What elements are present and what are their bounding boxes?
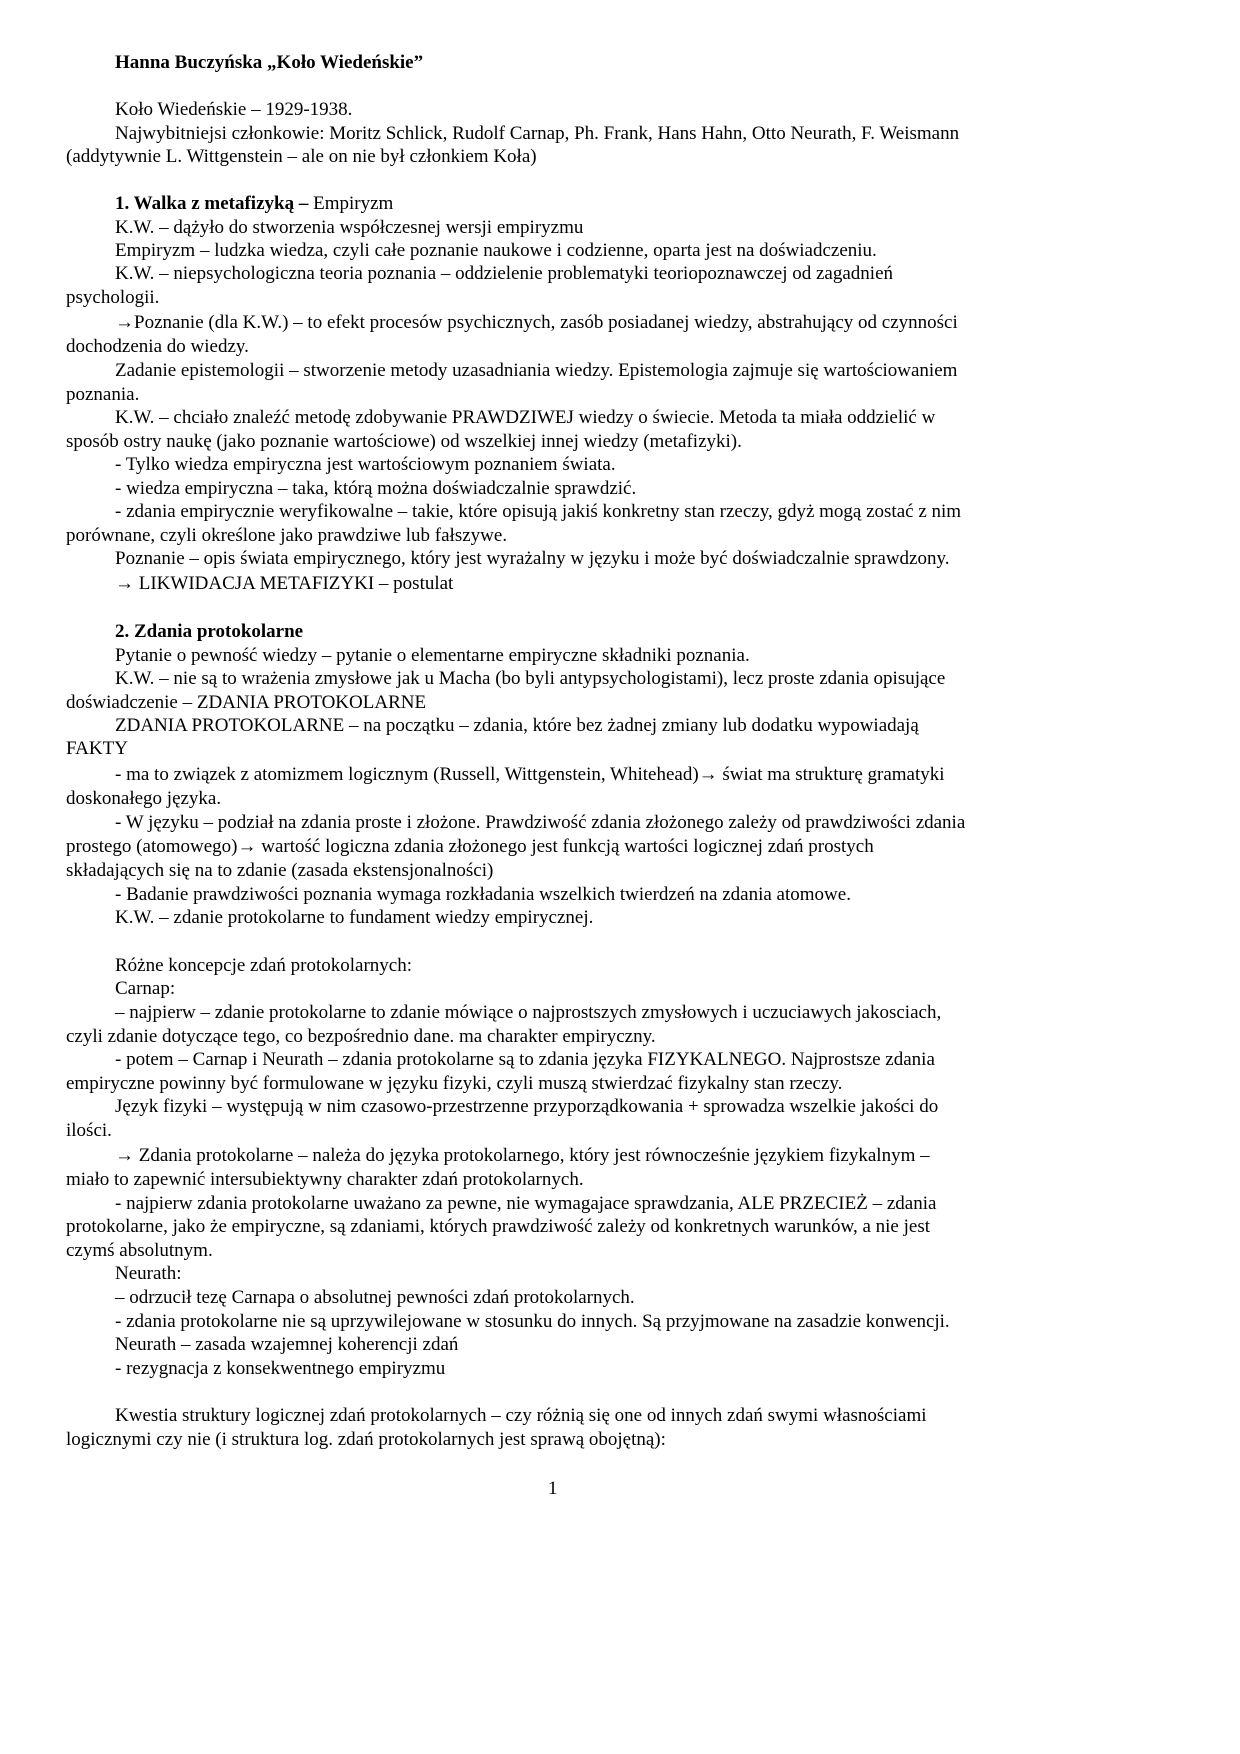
text-line	[115, 1333, 458, 1357]
line-text: → Zdania protokolarne – należa do języka protokolarnego, który jest równocześnie językiem fizykalnym –	[115, 1145, 930, 1166]
line-text: - Badanie prawdziwości poznania wymaga rozkładania wszelkich twierdzeń na zdania atomowe.	[115, 884, 851, 905]
text-line	[115, 406, 935, 430]
text-line	[66, 286, 159, 310]
line-text: czymś absolutnym.	[66, 1240, 213, 1261]
text-line	[115, 572, 453, 596]
line-text: Carnap:	[115, 978, 176, 999]
text-line	[115, 906, 593, 930]
text-line	[115, 1286, 635, 1310]
heading-line	[115, 51, 423, 75]
line-text: protokolarne, jako że empiryczne, są zdaniami, których prawdziwość zależy od konkretnych warunków, a nie jest	[66, 1216, 930, 1237]
line-text: Język fizyki – występują w nim czasowo-przestrzenne przyporządkowania + sprowadza wszelkie jakości do	[115, 1096, 939, 1117]
text-line	[115, 954, 412, 978]
line-text: 1. Walka z metafizyką –	[115, 193, 314, 214]
line-text: poznania.	[66, 384, 140, 405]
text-line	[115, 1001, 941, 1025]
line-text: dochodzenia do wiedzy.	[66, 336, 249, 357]
heading-line	[115, 192, 393, 216]
text-line	[66, 430, 742, 454]
line-text: Pytanie o pewność wiedzy – pytanie o elementarne empiryczne składniki poznania.	[115, 645, 750, 666]
line-text: 2. Zdania protokolarne	[115, 621, 304, 642]
text-line	[66, 1168, 584, 1192]
line-text: psychologii.	[66, 287, 160, 308]
line-text: Kwestia struktury logicznej zdań protokolarnych – czy różnią się one od innych zdań swymi własnościami	[115, 1405, 927, 1426]
heading-line	[115, 620, 303, 644]
line-text: Różne koncepcje zdań protokolarnych:	[115, 955, 413, 976]
text-line	[115, 122, 959, 146]
text-line	[66, 1072, 842, 1096]
line-text: sposób ostry naukę (jako poznanie wartościowe) od wszelkiej innej wiedzy (metafizyki).	[66, 431, 742, 452]
line-text: Koło Wiedeńskie – 1929-1938.	[115, 99, 353, 120]
text-line	[66, 787, 221, 811]
line-text: Neurath – zasada wzajemnej koherencji zdań	[115, 1334, 459, 1355]
text-line	[66, 835, 874, 859]
text-line	[115, 1357, 445, 1381]
line-text: - wiedza empiryczna – taka, którą można doświadczalnie sprawdzić.	[115, 478, 637, 499]
line-text: logicznymi czy nie (i struktura log. zdań protokolarnych jest sprawą obojętną):	[66, 1429, 666, 1450]
line-text: ilości.	[66, 1120, 112, 1141]
text-line	[115, 811, 965, 835]
text-line	[115, 1144, 930, 1168]
text-line	[115, 1048, 935, 1072]
text-line	[115, 453, 616, 477]
line-text: - potem – Carnap i Neurath – zdania protokolarne są to zdania języka FIZYKALNEGO. Najprostsze zdania	[115, 1049, 935, 1070]
text-line	[115, 644, 750, 668]
text-line	[115, 477, 636, 501]
line-text: FAKTY	[66, 738, 128, 759]
text-line	[66, 335, 249, 359]
line-text: - W języku – podział na zdania proste i złożone. Prawdziwość zdania złożonego zależy od prawdziwości zdania	[115, 812, 966, 833]
line-text: → LIKWIDACJA METAFIZYKI – postulat	[115, 573, 454, 594]
line-text: - rezygnacja z konsekwentnego empiryzmu	[115, 1358, 446, 1379]
text-line	[66, 145, 537, 169]
text-line	[66, 1428, 666, 1452]
text-line	[115, 1192, 936, 1216]
line-text: →Poznanie (dla K.W.) – to efekt procesów psychicznych, zasób posiadanej wiedzy, abstrahujący od czynności	[115, 312, 958, 333]
text-line	[66, 859, 493, 883]
line-text-suffix: Empiryzm	[313, 193, 394, 214]
line-text: - zdania empirycznie weryfikowalne – takie, które opisują jakiś konkretny stan rzeczy, gdyż mogą zostać z nim	[115, 501, 962, 522]
line-text: Poznanie – opis świata empirycznego, który jest wyrażalny w języku i może być doświadczalnie sprawdzony.	[115, 548, 950, 569]
text-line	[115, 311, 958, 335]
line-text: Hanna Buczyńska „Koło Wiedeńskie”	[115, 52, 424, 73]
text-line	[115, 1095, 938, 1119]
line-text: Zadanie epistemologii – stworzenie metody uzasadniania wiedzy. Epistemologia zajmuje się wartościowaniem	[115, 360, 958, 381]
text-line	[115, 714, 919, 738]
line-text: czyli zdanie dotyczące tego, co bezpośrednio dane. ma charakter empiryczny.	[66, 1026, 656, 1047]
text-line	[115, 1404, 927, 1428]
text-line	[115, 262, 893, 286]
line-text: ZDANIA PROTOKOLARNE – na początku – zdania, które bez żadnej zmiany lub dodatku wypowiadają	[115, 715, 919, 736]
text-line	[66, 1239, 213, 1263]
text-line	[115, 98, 352, 122]
line-text: (addytywnie L. Wittgenstein – ale on nie był członkiem Koła)	[66, 146, 537, 167]
text-line	[66, 737, 128, 761]
line-text: - zdania protokolarne nie są uprzywilejowane w stosunku do innych. Są przyjmowane na zasadzie konwencji.	[115, 1311, 950, 1332]
line-text: porównane, czyli określone jako prawdziwe lub fałszywe.	[66, 525, 508, 546]
line-text: Najwybitniejsi członkowie: Moritz Schlick, Rudolf Carnap, Ph. Frank, Hans Hahn, Otto Neurath, F. Weismann	[115, 123, 960, 144]
line-text: - najpierw zdania protokolarne uważano za pewne, nie wymagajace sprawdzania, ALE PRZECIEŻ – zdania	[115, 1193, 937, 1214]
text-line	[66, 524, 507, 548]
text-line	[66, 1119, 112, 1143]
line-text: empiryczne powinny być formulowane w języku fizyki, czyli muszą stwierdzać fizykalny stan rzeczy.	[66, 1073, 843, 1094]
page-number: 1	[548, 1478, 558, 1499]
line-text: - ma to związek z atomizmem logicznym (Russell, Wittgenstein, Whitehead)→ świat ma strukturę gramatyki	[115, 764, 945, 785]
text-line	[66, 383, 139, 407]
text-line	[66, 691, 426, 715]
line-text: K.W. – nie są to wrażenia zmysłowe jak u Macha (bo byli antypsychologistami), lecz proste zdania opisujące	[115, 668, 946, 689]
text-line	[115, 883, 851, 907]
line-text: K.W. – dążyło do stworzenia współczesnej wersji empiryzmu	[115, 217, 584, 238]
line-text: - Tylko wiedza empiryczna jest wartościowym poznaniem świata.	[115, 454, 616, 475]
text-line	[66, 1025, 656, 1049]
line-text: K.W. – chciało znaleźć metodę zdobywanie PRAWDZIWEJ wiedzy o świecie. Metoda ta miała oddzielić w	[115, 407, 936, 428]
line-text: składających się na to zdanie (zasada ekstensjonalności)	[66, 860, 494, 881]
text-line	[115, 547, 950, 571]
text-line	[115, 216, 583, 240]
text-line	[115, 1262, 181, 1286]
line-text: miało to zapewnić intersubiektywny charakter zdań protokolarnych.	[66, 1169, 584, 1190]
text-line	[115, 239, 877, 263]
text-line	[115, 977, 175, 1001]
text-line	[115, 667, 945, 691]
line-text: K.W. – niepsychologiczna teoria poznania – oddzielenie problematyki teoriopoznawczej od zagadnień	[115, 263, 894, 284]
line-text: doświadczenie – ZDANIA PROTOKOLARNE	[66, 692, 427, 713]
text-line	[115, 1310, 950, 1334]
line-text: Neurath:	[115, 1263, 182, 1284]
line-text: prostego (atomowego)→ wartość logiczna zdania złożonego jest funkcją wartości logicznej zdań prostych	[66, 836, 874, 857]
text-line	[115, 359, 957, 383]
line-text: doskonałego języka.	[66, 788, 222, 809]
line-text: K.W. – zdanie protokolarne to fundament wiedzy empirycznej.	[115, 907, 594, 928]
text-line	[66, 1215, 930, 1239]
text-line	[115, 763, 945, 787]
line-text: – najpierw – zdanie protokolarne to zdanie mówiące o najprostszych zmysłowych i uczuciawych jakosciach,	[115, 1002, 942, 1023]
line-text: – odrzucił tezę Carnapa o absolutnej pewności zdań protokolarnych.	[115, 1287, 635, 1308]
line-text: Empiryzm – ludzka wiedza, czyli całe poznanie naukowe i codzienne, oparta jest na doświadczeniu.	[115, 240, 877, 261]
text-line	[115, 500, 961, 524]
